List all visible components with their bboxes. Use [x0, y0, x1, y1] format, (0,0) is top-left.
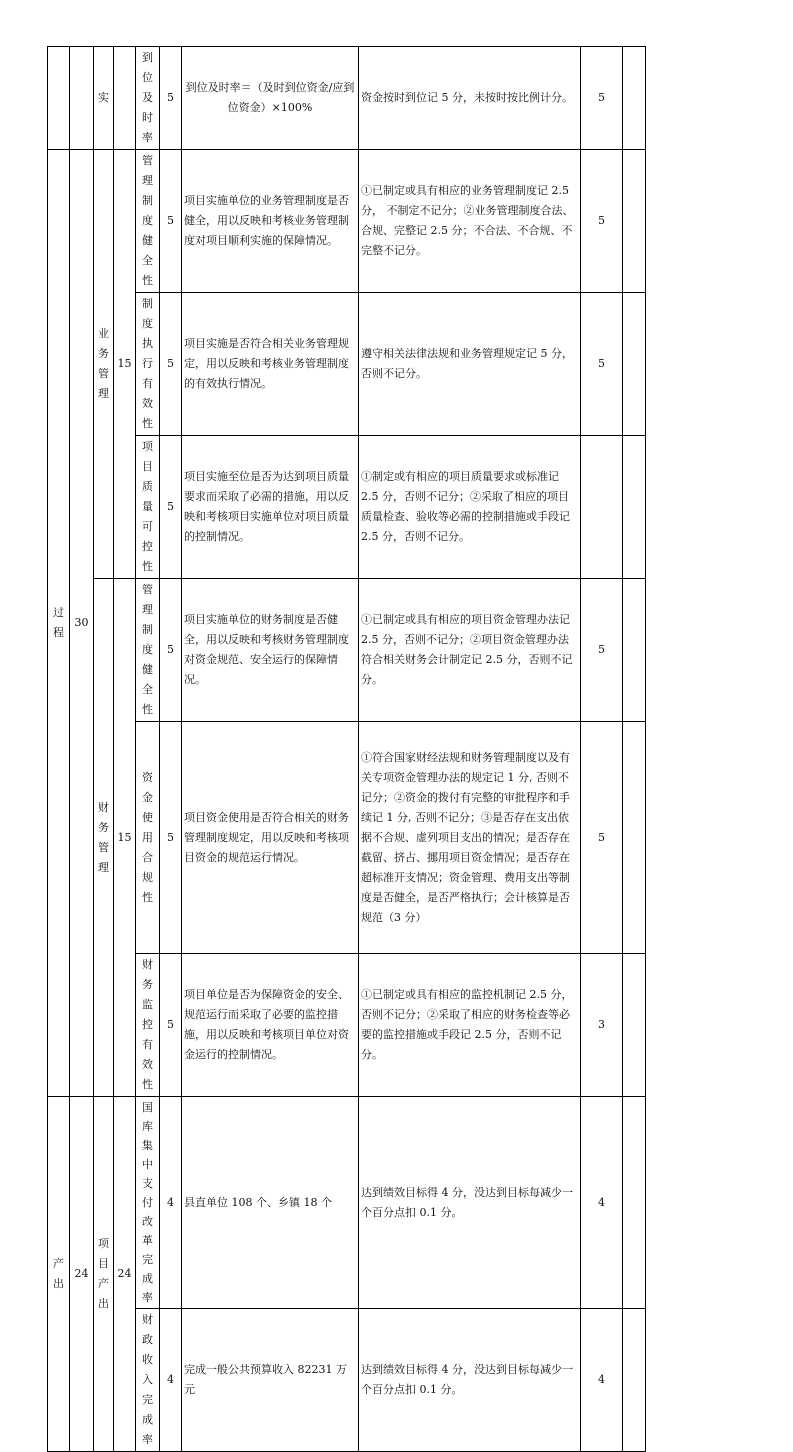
subcategory-cell: 实 — [94, 47, 114, 150]
indicator-description: 项目实施单位的业务管理制度是否健全，用以反映和考核业务管理制度对项目顺利实施的保障情况。 — [182, 150, 359, 293]
remark-cell — [623, 1309, 646, 1452]
indicator-description: 项目实施是否符合相关业务管理规定，用以反映和考核业务管理制度的有效执行情况。 — [182, 293, 359, 436]
group-finance-score: 15 — [114, 579, 136, 1097]
remark-cell — [623, 1097, 646, 1309]
group-output-score: 24 — [70, 1097, 94, 1452]
score-value: 5 — [581, 579, 623, 722]
indicator-description: 项目资金使用是否符合相关的财务管理制度规定，用以反映和考核项目资金的规范运行情况。 — [182, 722, 359, 954]
group-process-name: 过程 — [48, 150, 70, 1097]
table-row — [48, 954, 646, 1097]
scoring-criteria: ①已制定或具有相应的业务管理制度记 2.5 分， 不制定不记分；②业务管理制度合法、合规、完整记 2.5 分；不合法、不合规、不完整不记分。 — [359, 150, 581, 293]
remark-cell — [623, 293, 646, 436]
table-row — [48, 293, 646, 436]
indicator-weight: 5 — [160, 47, 182, 150]
group-business-score: 15 — [114, 150, 136, 579]
category-cell — [48, 47, 70, 150]
table-row — [48, 47, 646, 150]
scoring-criteria: ①已制定或具有相应的监控机制记 2.5 分，否则不记分；②采取了相应的财务检查等必要的监控措施或手段记 2.5 分，否则不记分。 — [359, 954, 581, 1097]
score-value: 5 — [581, 722, 623, 954]
score-value: 3 — [581, 954, 623, 1097]
indicator-description: 项目实施至位是否为达到项目质量要求而采取了必需的措施，用以反映和考核项目实施单位对项目质量的控制情况。 — [182, 436, 359, 579]
remark-cell — [623, 954, 646, 1097]
table-row — [48, 436, 646, 579]
indicator-name: 管理制度健全性 — [136, 579, 160, 722]
evaluation-table — [47, 46, 646, 1452]
scoring-criteria: 遵守相关法律法规和业务管理规定记 5 分，否则不记分。 — [359, 293, 581, 436]
subcategory-score-cell — [114, 47, 136, 150]
scoring-criteria: ①制定或有相应的项目质量要求或标准记 2.5 分，否则不记分；②采取了相应的项目质量检查、验收等必需的控制措施或手段记 2.5 分，否则不记分。 — [359, 436, 581, 579]
scoring-criteria: 资金按时到位记 5 分，未按时按比例计分。 — [359, 47, 581, 150]
indicator-description: 项目单位是否为保障资金的安全、规范运行而采取了必要的监控措施，用以反映和考核项目单位对资金运行的控制情况。 — [182, 954, 359, 1097]
score-value: 5 — [581, 150, 623, 293]
table-row — [48, 722, 646, 954]
table-row — [48, 1309, 646, 1452]
indicator-weight: 4 — [160, 1097, 182, 1309]
scoring-criteria: ①已制定或具有相应的项目资金管理办法记 2.5 分，否则不记分；②项目资金管理办法符合相关财务会计制定记 2.5 分，否则不记分。 — [359, 579, 581, 722]
indicator-weight: 5 — [160, 150, 182, 293]
indicator-name: 财务监控有效性 — [136, 954, 160, 1097]
indicator-description: 完成一般公共预算收入 82231 万元 — [182, 1309, 359, 1452]
indicator-name: 资金使用合规性 — [136, 722, 160, 954]
indicator-weight: 5 — [160, 954, 182, 1097]
remark-cell — [623, 436, 646, 579]
table-row — [48, 150, 646, 293]
indicator-name: 财政收入完成率 — [136, 1309, 160, 1452]
indicator-weight: 5 — [160, 722, 182, 954]
group-finance-name: 财务管理 — [94, 579, 114, 1097]
indicator-description: 到位及时率＝（及时到位资金/应到位资金）×100% — [182, 47, 359, 150]
indicator-name: 管理制度健全性 — [136, 150, 160, 293]
remark-cell — [623, 150, 646, 293]
indicator-name: 国库集中支付改革完成率 — [136, 1097, 160, 1309]
indicator-description: 县直单位 108 个、乡镇 18 个 — [182, 1097, 359, 1309]
score-value: 4 — [581, 1309, 623, 1452]
indicator-weight: 5 — [160, 436, 182, 579]
score-value — [581, 436, 623, 579]
score-value: 5 — [581, 47, 623, 150]
scoring-criteria: 达到绩效目标得 4 分，没达到目标每减少一个百分点扣 0.1 分。 — [359, 1097, 581, 1309]
group-output-name: 产出 — [48, 1097, 70, 1452]
scoring-criteria: ①符合国家财经法规和财务管理制度以及有关专项资金管理办法的规定记 1 分, 否则不记分；②资金的拨付有完整的审批程序和手续记 1 分, 否则不记分；③是否存在支出依据不合规、虚列项目支出的情况；是否存在截留、挤占、挪用项目资金情况；是否存在超标准开支情况；资金管理、费用支出等制度是否健全，是否严格执行；会计核算是否规范（3 分） — [359, 722, 581, 954]
score-value: 5 — [581, 293, 623, 436]
indicator-description: 项目实施单位的财务制度是否健全，用以反映和考核财务管理制度对资金规范、安全运行的保障情况。 — [182, 579, 359, 722]
scoring-criteria: 达到绩效目标得 4 分，没达到目标每减少一个百分点扣 0.1 分。 — [359, 1309, 581, 1452]
group-process-score: 30 — [70, 150, 94, 1097]
indicator-name: 制度执行有效性 — [136, 293, 160, 436]
indicator-weight: 4 — [160, 1309, 182, 1452]
indicator-weight: 5 — [160, 579, 182, 722]
remark-cell — [623, 579, 646, 722]
category-score-cell — [70, 47, 94, 150]
indicator-name: 项目质量可控性 — [136, 436, 160, 579]
indicator-weight: 5 — [160, 293, 182, 436]
table-row — [48, 1097, 646, 1309]
group-project-output-name: 项目产出 — [94, 1097, 114, 1452]
remark-cell — [623, 47, 646, 150]
table-row — [48, 579, 646, 722]
group-business-name: 业务管理 — [94, 150, 114, 579]
score-value: 4 — [581, 1097, 623, 1309]
remark-cell — [623, 722, 646, 954]
indicator-name: 到位及时率 — [136, 47, 160, 150]
group-project-output-score: 24 — [114, 1097, 136, 1452]
